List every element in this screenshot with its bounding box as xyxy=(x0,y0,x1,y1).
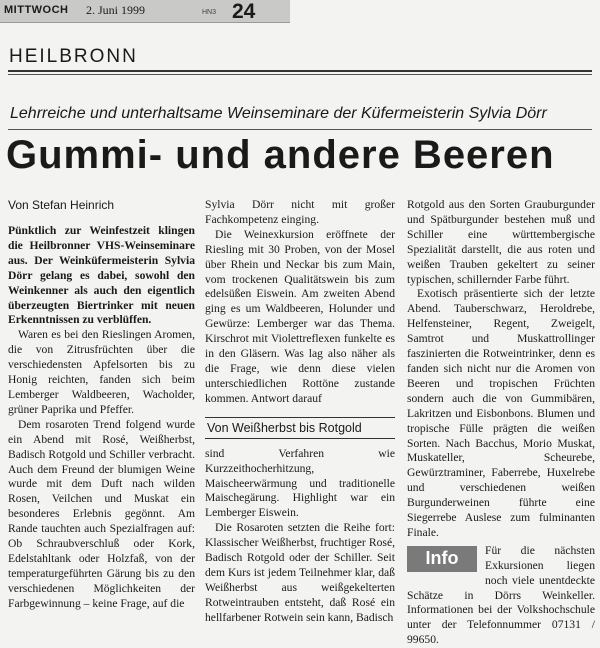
masthead-code: HN3 xyxy=(202,9,217,16)
article-paragraph: Die Weinexkursion eröffnete der Riesling mit 30 Proben, von der Mosel über Rhein und Neckar bis zum Main, vom trockenen Qualitätswein bis zum edelsüßen Eiswein. Am zweiten Abend ging es um Waldbeeren, Holunder und Gewürze: Lemberger war das Thema. Kirschrot mit Violettreflexen funkelte es in den Gläsern. Was lag also näher als die Frage, wie denn diese vielen unterschiedlichen Rottöne zustande kommen. Antwort darauf xyxy=(205,227,395,405)
article-subtitle: Lehrreiche und unterhaltsame Weinseminare der Küfermeisterin Sylvia Dörr xyxy=(10,105,547,122)
article-paragraph: sind Verfahren wie Kurzzeithocherhitzung, Maischeerwärmung und traditionelle Maischegärung. Highlight war ein Lemberger Eiswein. xyxy=(205,446,395,520)
article-paragraph: Rotgold aus den Sorten Grauburgunder und Spätburgunder bestehen muß und Schiller eine württembergische Spezialität darstellt, die aus roten und weißen Trauben gekeltert zu seiner typischen, schillernder Farbe führt. xyxy=(407,198,595,286)
section-title: HEILBRONN xyxy=(9,46,138,67)
page-number: 24 xyxy=(232,0,256,23)
article-paragraph: Die Rosaroten setzten die Reihe fort: Klassischer Weißherbst, fruchtiger Rosé, Badisch Rotgold oder der Schiller. Seit dem Kurs ist jedem Teilnehmer klar, daß Weißherbst aus weißgekelterten Rotweintrauben entsteht, daß Rosé ein hellfarbener Rotwein sein kann, Badisch xyxy=(205,521,395,624)
article-column-2 xyxy=(205,198,395,626)
masthead-weekday: MITTWOCH xyxy=(4,4,69,16)
article-lead: Pünktlich zur Weinfestzeit klingen die Heilbronner VHS-Weinseminare aus. Der Weinküfermeisterin Sylvia Dörr gelang es dabei, sowohl den Weinkenner als auch den eigentlich überzeugten Biertrinker mit neuen Erkenntnissen zu verblüffen. xyxy=(8,224,195,327)
article-paragraph: Dem rosaroten Trend folgend wurde ein Abend mit Rosé, Weißherbst, Badisch Rotgold und Schiller verbracht. Auch dem Freund der blumigen Weine wurde mit dem Duft nach wilden Rosen, Veilchen und Muskat ein besonderes Erlebnis gegönnt. Am Rande tauchten auch Spezialfragen auf: Ob Schraubverschluß oder Kork, Edelstahltank oder Holzfaß, von der temperaturgeführten Gärung bis zu den verschiedenen Möglichkeiten der Farbgewinnung – keine Frage, auf die xyxy=(8,417,195,610)
article-author: Von Stefan Heinrich xyxy=(8,198,115,212)
subtitle-rule xyxy=(8,129,592,130)
masthead-date: 2. Juni 1999 xyxy=(86,3,146,17)
article-column-3 xyxy=(407,198,595,648)
article-column-1 xyxy=(8,198,195,612)
article-paragraph: Waren es bei den Rieslingen Aromen, die von Zitrusfrüchten über die verschiedensten Apfelsorten bis zu Honig reichten, fanden sich beim Lemberger Waldbeeren, Wacholder, grüner Paprika und Pfeffer. xyxy=(8,328,195,416)
section-rule-thin xyxy=(8,74,592,75)
article-paragraph: Exotisch präsentierte sich der letzte Abend. Tauberschwarz, Heroldrebe, Helfensteiner, Regent, Zweigelt, Samtrot und Muskattrollinger faszinierten die Rotweintrinker, denn es fanden sich nicht nur die Aromen von Beeren und tropischen Früchten sondern auch die von Gummibären, Lakritzen und Eisbonbons. Blumen und tropische Fülle prägten die weißen Sorten. Nach Bacchus, Morio Muskat, Muskateller, Scheurebe, Gewürztraminer, Faberrebe, Huxelrebe und verschiedenen weißen Burgunderweinen führte eine Siegerrebe Auslese zum fulminanten Finale. xyxy=(407,287,595,539)
masthead-bar xyxy=(0,0,290,23)
article-subhead: Von Weißherbst bis Rotgold xyxy=(205,417,395,439)
article-headline: Gummi- und andere Beeren xyxy=(6,133,555,177)
section-rule xyxy=(8,70,592,72)
info-block xyxy=(407,544,595,648)
article-paragraph: Sylvia Dörr nicht mit großer Fachkompetenz einging. xyxy=(205,198,395,226)
info-badge: Info xyxy=(407,546,477,572)
info-text: Für die nächsten Exkursionen liegen noch viele unentdeckte Schätze in Dörrs Weinkeller. Informationen bei der Volkshochschule unter der Telefonnummer 07131 / 99650. xyxy=(407,543,595,647)
